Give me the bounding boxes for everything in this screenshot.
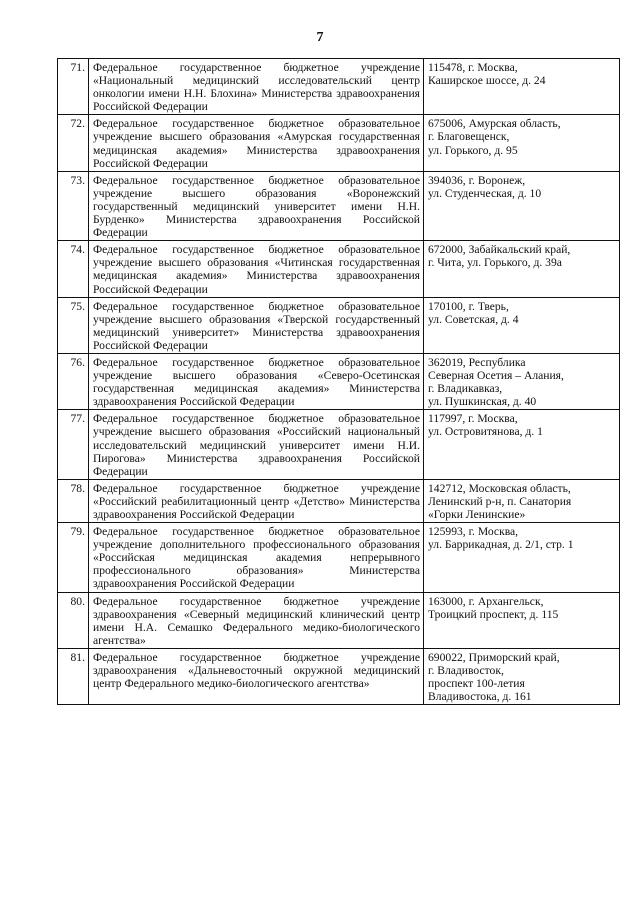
- row-number: 75.: [58, 297, 89, 353]
- address-line: ул. Студенческая, д. 10: [428, 186, 542, 200]
- institutions-table-body: [58, 59, 620, 705]
- institution-address: [424, 592, 620, 648]
- table-row: [58, 59, 620, 115]
- row-number: 74.: [58, 241, 89, 297]
- table-row: [58, 648, 620, 704]
- institution-name: Федеральное государственное бюджетное образовательное учреждение дополнительного профессионального образования «Российская медицинская академия непрерывного профессионального образования» Министерства здравоохранения Российской Федерации: [89, 523, 424, 592]
- address-line: г. Владивосток,: [428, 664, 504, 678]
- institution-name: Федеральное государственное бюджетное образовательное учреждение высшего образования «Воронежский государственный медицинский университет имени Н.Н. Бурденко» Министерства здравоохранения Российской Федерации: [89, 171, 424, 240]
- address-line: Каширское шоссе, д. 24: [428, 74, 546, 88]
- table-row: [58, 523, 620, 592]
- table-row: [58, 241, 620, 297]
- institution-address: [424, 479, 620, 522]
- institution-name: Федеральное государственное бюджетное образовательное учреждение высшего образования «Северо-Осетинская государственная медицинская академия» Министерства здравоохранения Российской Федерации: [89, 353, 424, 409]
- institution-address: [424, 171, 620, 240]
- address-line: ул. Пушкинская, д. 40: [428, 395, 537, 409]
- table-row: [58, 479, 620, 522]
- institution-name: Федеральное государственное бюджетное образовательное учреждение высшего образования «Амурская государственная медицинская академия» Министерства здравоохранения Российской Федерации: [89, 115, 424, 171]
- address-line: ул. Островитянова, д. 1: [428, 425, 543, 439]
- institution-name: Федеральное государственное бюджетное учреждение здравоохранения «Дальневосточный окружной медицинский центр Федерального медико-биологического агентства»: [89, 648, 424, 704]
- address-line: «Горки Ленинские»: [428, 508, 526, 521]
- institution-address: [424, 648, 620, 704]
- table-row: [58, 592, 620, 648]
- address-line: 672000, Забайкальский край,: [428, 243, 571, 257]
- address-line: 394036, г. Воронеж,: [428, 173, 526, 187]
- address-line: ул. Баррикадная, д. 2/1, стр. 1: [428, 538, 574, 552]
- institutions-table: [57, 58, 620, 705]
- institution-name: Федеральное государственное бюджетное учреждение «Российский реабилитационный центр «Детство» Министерства здравоохранения Российской Федерации: [89, 479, 424, 522]
- institution-name: Федеральное государственное бюджетное образовательное учреждение высшего образования «Российский национальный исследовательский медицинский университет имени Н.И. Пирогова» Министерства здравоохранения Российской Федерации: [89, 410, 424, 479]
- address-line: Северная Осетия – Алания,: [428, 369, 564, 383]
- address-line: Троицкий проспект, д. 115: [428, 607, 559, 621]
- address-line: 142712, Московская область,: [428, 481, 571, 495]
- table-row: [58, 353, 620, 409]
- page-number: 7: [316, 30, 324, 45]
- address-line: 163000, г. Архангельск,: [428, 594, 544, 608]
- address-line: г. Благовещенск,: [428, 130, 510, 144]
- row-number: 77.: [58, 410, 89, 479]
- address-line: 125993, г. Москва,: [428, 525, 519, 539]
- table-row: [58, 410, 620, 479]
- address-line: ул. Советская, д. 4: [428, 312, 519, 326]
- institution-name: Федеральное государственное бюджетное образовательное учреждение высшего образования «Читинская государственная медицинская академия» Министерства здравоохранения Российской Федерации: [89, 241, 424, 297]
- row-number: 71.: [58, 59, 89, 115]
- address-line: 690022, Приморский край,: [428, 650, 560, 664]
- address-line: Ленинский р-н, п. Санатория: [428, 494, 572, 508]
- table-row: [58, 171, 620, 240]
- row-number: 73.: [58, 171, 89, 240]
- row-number: 80.: [58, 592, 89, 648]
- table-row: [58, 297, 620, 353]
- address-line: 115478, г. Москва,: [428, 61, 518, 74]
- institution-address: [424, 353, 620, 409]
- address-line: 117997, г. Москва,: [428, 412, 518, 426]
- row-number: 79.: [58, 523, 89, 592]
- address-line: 170100, г. Тверь,: [428, 299, 509, 313]
- institution-address: [424, 59, 620, 115]
- address-line: г. Владикавказ,: [428, 382, 503, 396]
- institution-address: [424, 297, 620, 353]
- institution-name: Федеральное государственное бюджетное образовательное учреждение высшего образования «Тверской государственный медицинский университет» Министерства здравоохранения Российской Федерации: [89, 297, 424, 353]
- row-number: 78.: [58, 479, 89, 522]
- institution-address: [424, 410, 620, 479]
- address-line: Владивостока, д. 161: [428, 690, 532, 704]
- row-number: 72.: [58, 115, 89, 171]
- address-line: г. Чита, ул. Горького, д. 39а: [428, 256, 562, 270]
- institution-address: [424, 523, 620, 592]
- address-line: ул. Горького, д. 95: [428, 143, 518, 157]
- institution-name: Федеральное государственное бюджетное учреждение здравоохранения «Северный медицинский клинический центр имени Н.А. Семашко Федерального медико-биологического агентства»: [89, 592, 424, 648]
- row-number: 76.: [58, 353, 89, 409]
- institution-address: [424, 241, 620, 297]
- table-row: [58, 115, 620, 171]
- address-line: 362019, Республика: [428, 355, 526, 369]
- institution-name: Федеральное государственное бюджетное учреждение «Национальный медицинский исследовательский центр онкологии имени Н.Н. Блохина» Министерства здравоохранения Российской Федерации: [89, 59, 424, 115]
- address-line: проспект 100-летия: [428, 677, 525, 691]
- address-line: 675006, Амурская область,: [428, 117, 561, 131]
- institution-address: [424, 115, 620, 171]
- row-number: 81.: [58, 648, 89, 704]
